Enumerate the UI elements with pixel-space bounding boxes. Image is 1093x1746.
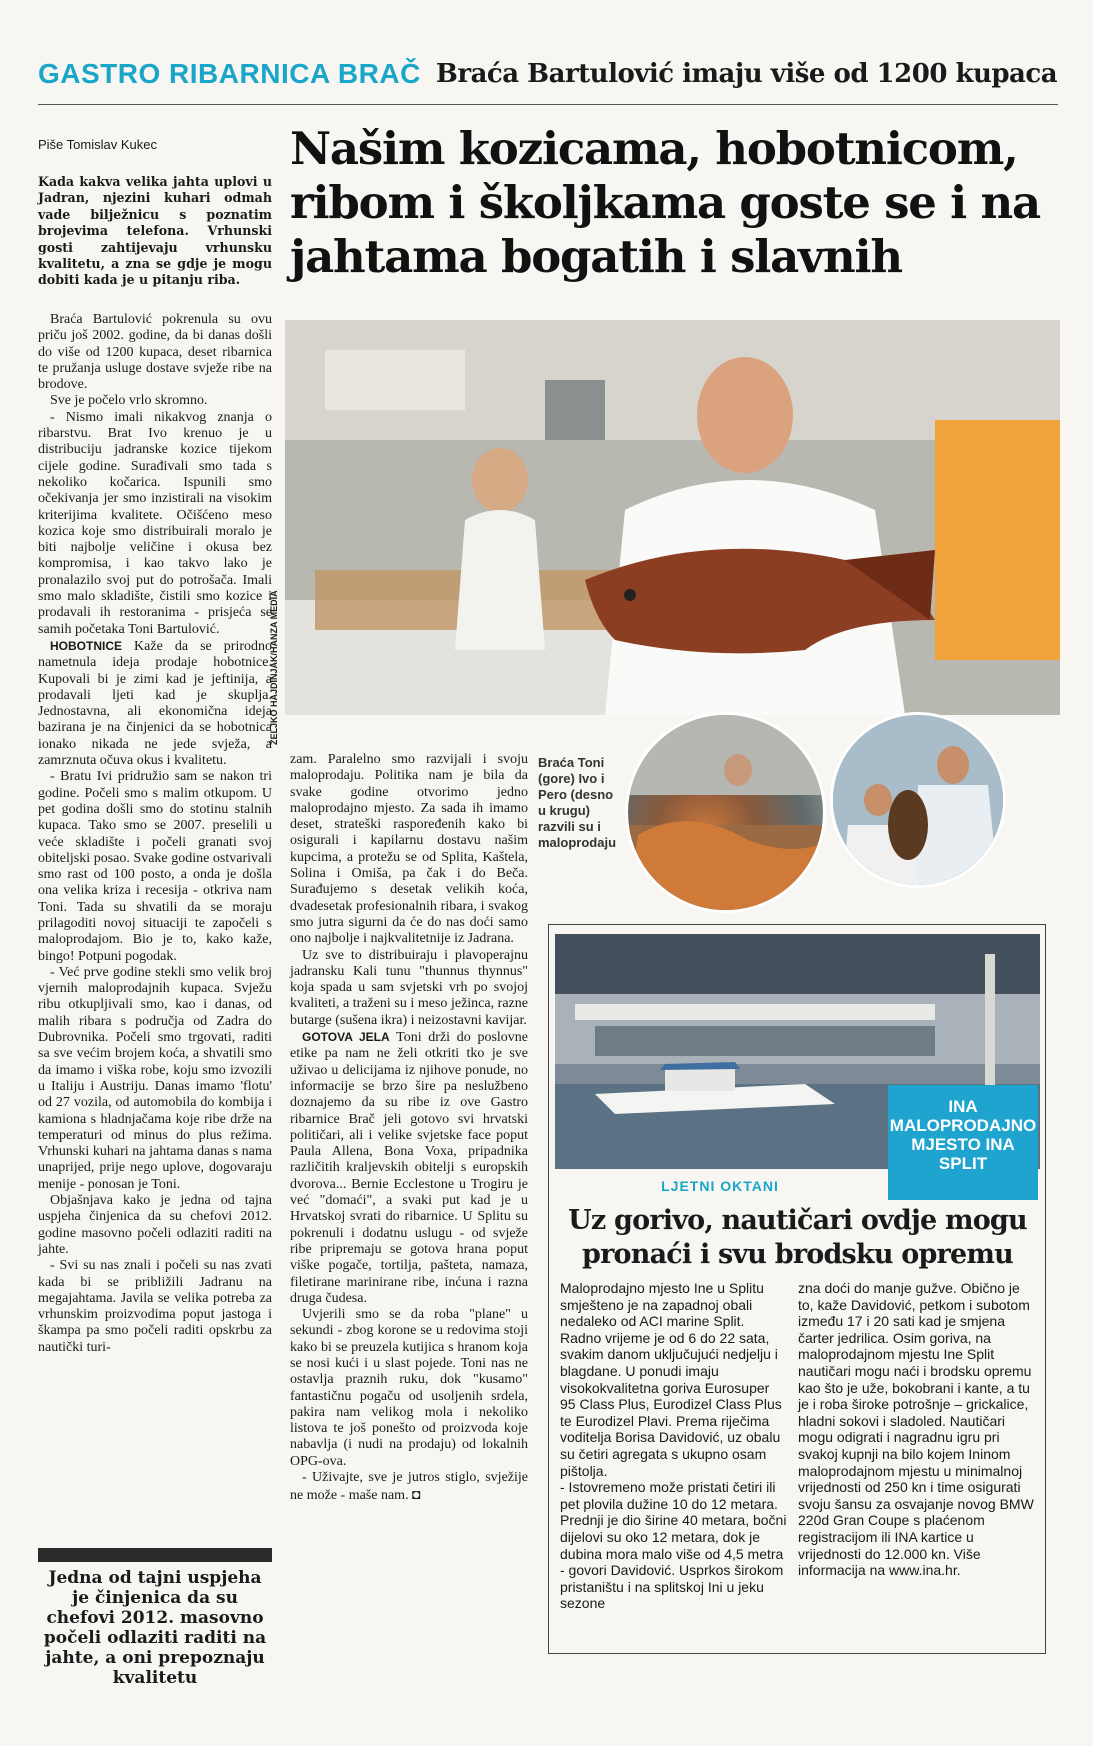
paragraph: Uvjerili smo se da roba "plane" u sekundi - zbog korone se u redovima stoji kako bi se preuzela kutijica s hranom koja se nosi kući i u slast pojede. Toni nas ne ostavlja praznih ruku, dok "kusamo" fantastičnu pogaču od usoljenih srdela, pakira nam velikog mola i nekoliko listova te još ponešto od proizvoda koje nabavlja (i nudi na prodaju) od lokalnih OPG-ova. [290, 1307, 528, 1469]
paragraph: - Već prve godine stekli smo velik broj vjernih maloprodajnih kupaca. Svježu ribu otkupljivali smo, kao i danas, od malih ribara s područja od Zadra do Dubrovnika. Počeli smo trgovati, raditi sa sve većim brojem koća, a shvatili smo da imamo i viška robe, koju smo izvozili u Italiju i Austriju. Danas imamo 'flotu' od 27 vozila, od automobila do kombija i kamiona s hladnjačama koje ribe drže na temperaturi od minus do plus režima. Vrhunski kuhari na jahtama danas s nama unaprijed, prije nego uplove, dogovaraju menije - ponosan je Toni. [38, 964, 272, 1192]
paragraph: Objašnjava kako je jedna od tajna uspjeha činjenica da su chefovi 2012. godine masovno počeli odlaziti raditi na jahte. [38, 1193, 272, 1257]
subhead-gotova-jela: GOTOVA JELA [302, 1030, 390, 1045]
paragraph: - Istovremeno može pristati četiri ili pet plovila dužine 10 do 12 metara. Prednji je dio širine 40 metara, bočni dijelovi su oko 12 metara, dok je dubina mora malo više od 4,5 metra - govori Davidović. Usprkos širokom pristaništu i na splitskoj Ini u jeku sezone [560, 1479, 787, 1612]
box-headline: Uz gorivo, nautičari ovdje mogu pronaći i svu brodsku opremu [568, 1205, 1027, 1270]
paragraph: zna doći do manje gužve. Obično je to, kaže Davidović, petkom i subotom između 17 i 20 sati kad je smjena čarter jedrilica. Osim goriva, na maloprodajnom mjestu Ine Split nautičari mogu naći i brodsku opremu kao što je uže, bokobrani i kante, a tu je i roba široke potrošnje – grickalice, hladni sokovi i sladoled. Nautičari mogu odigrati i nagradnu igru pri svakoj kupnji na bilo kojem Ininom maloprodajnom mjestu u minimalnoj vrijednosti od 250 kn i time osigurati svoju šansu za osvajanje novog BMW 220d Gran Coupe s plaćenom registracijom ili INA kartice u vrijednosti do 12.000 kn. Više informacija na www.ina.hr. [798, 1280, 1034, 1579]
circle-photo-brothers [830, 712, 1006, 888]
header-rule [38, 104, 1058, 105]
section-subtitle: Braća Bartulović imaju više od 1200 kupaca [435, 59, 1058, 89]
photo-caption: Braća Toni (gore) Ivo i Pero (desno u krugu) razvili su i maloprodaju [538, 755, 617, 850]
box-column-1 [560, 1280, 788, 1612]
paragraph: - Nismo imali nikakvog znanja o ribarstvu. Brat Ivo krenuo je u distribuciju jadranske kozice tijekom cijele godine. Surađivali smo tada s nekoliko kočarica. Ispunili smo očekivanja jer smo inzistirali na visokim kriterijima kvalitete. Očišćeno meso kozica koje smo distribuirali moralo je biti najbolje veličine i okusa bez kompromisa, i kao takvo lako je pronalazilo svoj put do potrošača. Imali smo malo skladište, čistili smo kozice i prodavali ih restoranima - prisjeća se samih početaka Toni Bartulović. [38, 409, 272, 637]
pull-quote-text: Jedna od tajni uspjeha je činjenica da su chefovi 2012. masovno počeli odlaziti raditi na jahte, a oni prepoznaju kvalitetu [43, 1568, 267, 1688]
circle-photo-counter [625, 712, 826, 913]
paragraph: Uz sve to distribuiraju i plavoperajnu jadransku Kali tunu "thunnus thynnus" koja spada u sam svjetski vrh po svojoj kvaliteti, a traženi su i meso ježinca, razne butarge (sušena ikra) i neizostavni kavijar. [290, 947, 528, 1028]
article-column-2 [290, 752, 528, 1505]
article-column-1 [38, 312, 272, 1356]
pull-quote [38, 1548, 272, 1694]
section-tag: GASTRO RIBARNICA BRAČ [38, 58, 421, 89]
circle-photo-brothers-illustration [833, 715, 1003, 885]
paragraph-text: Kaže da se prirodno nametnula ideja prodaje hobotnice. Kupovali bi je zimi kad je jeftinija, a prodavali ljeti kad je skuplja. Jednostavna, ali ekonomična ideja bazirana je na činjenici da se hobotnica ionako nikada ne jede svježa, a zamrznuta očuva okus i kvalitetu. [38, 638, 273, 769]
pull-quote-bar [38, 1548, 272, 1562]
paragraph-text: - Uživajte, sve je jutros stiglo, svježije ne može - maše nam. [290, 1470, 528, 1504]
main-photo-illustration [285, 320, 1060, 715]
main-photo [285, 320, 1060, 715]
paragraph: Sve je počelo vrlo skromno. [50, 393, 208, 409]
paragraph: - Svi su nas znali i počeli su nas zvati kada bi se približili Jadranu na megajahtama. Javila se velika potreba za vrhunskim proizvodima poput jastoga i škampa pa smo počeli raditi opskrbu za nautički turi- [38, 1258, 272, 1355]
paragraph [38, 638, 272, 769]
paragraph [290, 1470, 528, 1505]
paragraph-text: Toni drži do poslovne etike pa nam ne želi otkriti tko je sve uživao u delicijama iz njihove ponude, no informacije se brzo šire pa neslužbeno doznajemo da su ribe iz ove Gastro ribarnice Brač jeli gotovo svi hrvatski političari, ali i velike svjetske face poput Paula Allena, Bona Voxa, pripadnika različitih kraljevskih obitelji s europskih dvorova... Bernie Ecclestone u Trogiru je već "domaći", a svaki put kad je u Hrvatskoj svrati do ribarnice. U Splitu su pokrenuli i dodatnu uslugu - od svježe ribe pripremaju se gotova hrana poput viške pogače, tortilja, pašteta, namaza, filetirane marinirane ribe, inćuna i razna druga čudesa. [290, 1030, 529, 1306]
subhead-hobotnice: HOBOTNICE [50, 638, 122, 653]
circle-photo-counter-illustration [628, 715, 823, 910]
paragraph [290, 1029, 528, 1307]
box-column-2 [798, 1280, 1034, 1579]
article-headline: Našim kozicama, hobotnicom, ribom i školjkama goste se i na jahtama bogatih i slavnih [290, 122, 1040, 283]
paragraph: - Bratu Ivi pridružio sam se nakon tri godine. Počeli smo s malim otkupom. U pet godina došli smo do stotinu stalnih kupaca. Tako smo se 2007. preselili u veće skladište i počeli granati svoj obiteljski posao. Svake godine ostvarivali smo rast od 100 posto, a onda je došla ona velika kriza i recesija - otkriva nam Toni. Tada su shvatili da se moraju prilagoditi novoj situaciji te započeli s maloprodajom. Bio je to, kako kaže, bingo! Potpuni pogodak. [38, 769, 272, 964]
photo-credit: ŽELJKO HAJDINJAK/HANZA MEDIA [269, 590, 279, 745]
ina-tag: INA MALOPRODAJNO MJESTO INA SPLIT [888, 1085, 1038, 1200]
paragraph: Maloprodajno mjesto Ine u Splitu smješteno je na zapadnoj obali nedaleko od ACI marine Split. Radno vrijeme je od 6 do 22 sata, svakim danom uključujući nedjelju i blagdane. U ponudi imaju visokokvalitetna goriva Eurosuper 95 Class Plus, Eurodizel Class Plus te Eurodizel Plavi. Prema riječima voditelja Borisa Davidović, uz obalu su četiri agregata s ukupno osam pištolja. [560, 1280, 782, 1479]
byline: Piše Tomislav Kukec [38, 137, 157, 152]
box-kicker: LJETNI OKTANI [661, 1178, 779, 1194]
paragraph: Braća Bartulović pokrenula su ovu priču još 2002. godine, da bi danas došli do više od 1200 kupaca, deset ribarnica te pružanja usluge dostave svježe ribe na brodove. [38, 312, 272, 393]
paragraph: zam. Paralelno smo razvijali i svoju maloprodaju. Politika nam je bila da svake godine otvorimo jedno maloprodajno mjesto. Za sada ih imamo deset, strateški raspoređenih kako bi osigurali i kapilarnu dostavu našim kupcima, a protežu se od Splita, Kaštela, Solina i Omiša, pa čak i do Beča. Surađujemo s desetak velikih koća, dvadesetak profesionalnih ribara, i svakog smo jutra sigurni da će do nas doći samo ono najbolje i najkvalitetnije iz Jadrana. [290, 752, 528, 947]
end-mark-icon: ◘ [412, 1486, 421, 1503]
article-lede: Kada kakva velika jahta uplovi u Jadran, njezini kuhari odmah vade bilježnicu s poznatim brojevima telefona. Vrhunski gosti zahtijevaju vrhunsku kvalitetu, a zna se gdje je mogu dobiti kada je u pitanju riba. [38, 174, 272, 288]
section-header [38, 58, 1058, 98]
